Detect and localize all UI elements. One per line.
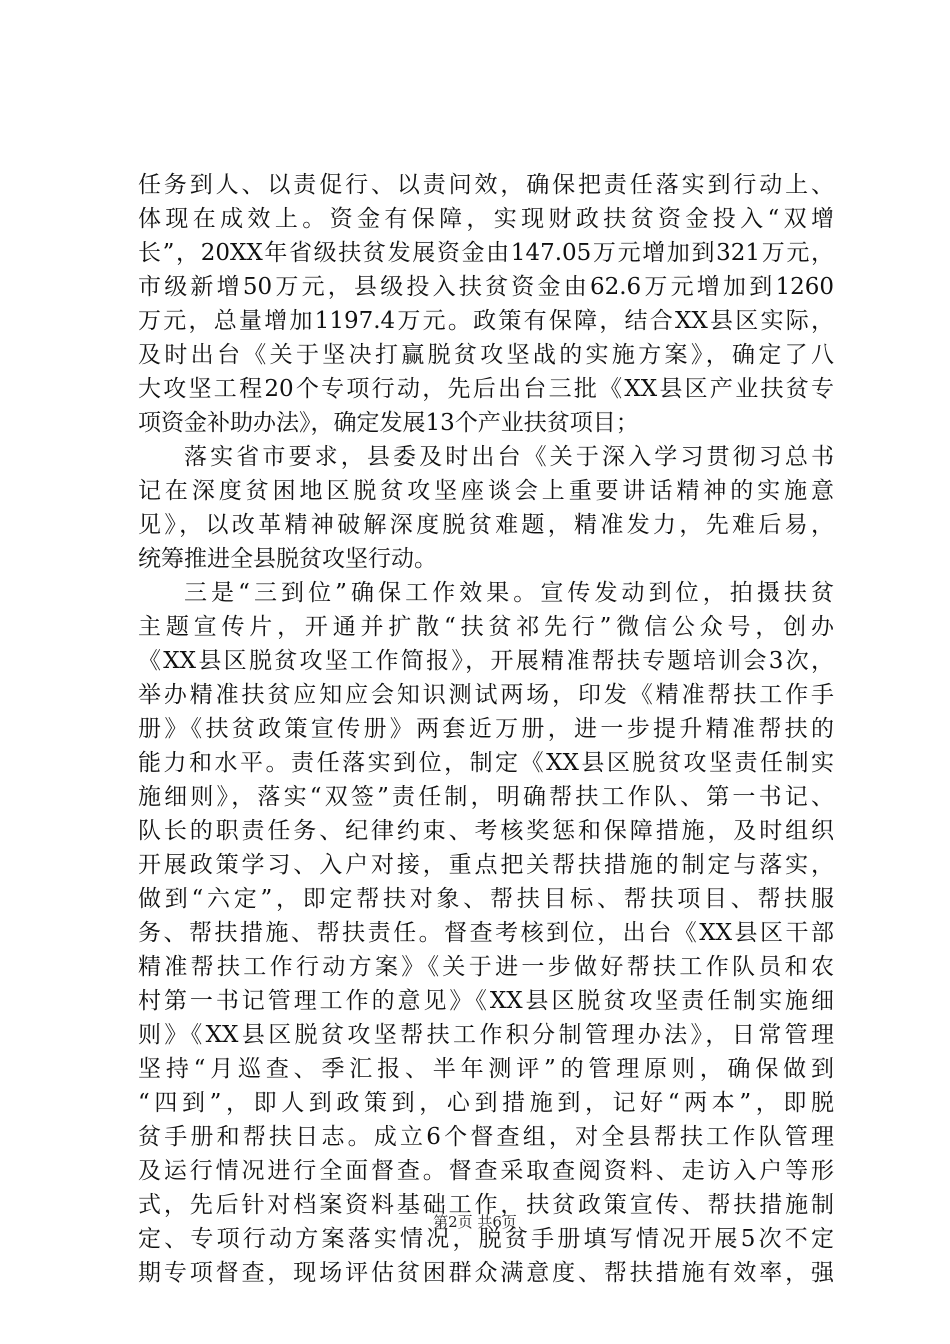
paragraph-line: 精准帮扶工作行动方案》《关于进一步做好帮扶工作队员和农	[138, 954, 834, 980]
paragraph	[138, 440, 834, 576]
paragraph-line: “四到”，即人到政策到，心到措施到，记好“两本”，即脱	[138, 1090, 834, 1116]
document-body	[138, 168, 834, 1290]
paragraph-line: 队长的职责任务、纪律约束、考核奖惩和保障措施，及时组织	[138, 818, 834, 844]
paragraph	[138, 576, 834, 1290]
paragraph-line: 万元，总量增加1197.4万元。政策有保障，结合XX县区实际，	[138, 308, 834, 334]
paragraph-line: 则》《XX县区脱贫攻坚帮扶工作积分制管理办法》，日常管理	[138, 1022, 834, 1048]
paragraph-line: 定、专项行动方案落实情况，脱贫手册填写情况开展5次不定	[138, 1226, 834, 1252]
paragraph-line: 《XX县区脱贫攻坚工作简报》，开展精准帮扶专题培训会3次，	[138, 648, 834, 674]
paragraph-line: 任务到人、以责促行、以责问效，确保把责任落实到行动上、	[138, 172, 834, 198]
paragraph-line: 三是“三到位”确保工作效果。宣传发动到位，拍摄扶贫	[184, 580, 834, 606]
paragraph-line: 举办精准扶贫应知应会知识测试两场，印发《精准帮扶工作手	[138, 682, 834, 708]
paragraph-line: 长”，20XX年省级扶贫发展资金由147.05万元增加到321万元，	[138, 240, 834, 266]
paragraph-line: 及时出台《关于坚决打赢脱贫攻坚战的实施方案》，确定了八	[138, 342, 834, 368]
paragraph-line: 贫手册和帮扶日志。成立6个督查组，对全县帮扶工作队管理	[138, 1124, 834, 1150]
paragraph-line: 及运行情况进行全面督查。督查采取查阅资料、走访入户等形	[138, 1158, 834, 1184]
paragraph-line: 期专项督查，现场评估贫困群众满意度、帮扶措施有效率，强	[138, 1260, 834, 1286]
page-footer: 第2页 共6页	[433, 1213, 517, 1231]
paragraph-line: 统筹推进全县脱贫攻坚行动。	[138, 546, 437, 572]
paragraph	[138, 168, 834, 440]
paragraph-line: 村第一书记管理工作的意见》《XX县区脱贫攻坚责任制实施细	[138, 988, 834, 1014]
paragraph-line: 项资金补助办法》，确定发展13个产业扶贫项目；	[138, 410, 639, 436]
paragraph-line: 施细则》，落实“双签”责任制，明确帮扶工作队、第一书记、	[138, 784, 834, 810]
paragraph-line: 市级新增50万元，县级投入扶贫资金由62.6万元增加到1260	[138, 274, 834, 300]
paragraph-line: 大攻坚工程20个专项行动，先后出台三批《XX县区产业扶贫专	[138, 376, 834, 402]
paragraph-line: 见》，以改革精神破解深度脱贫难题，精准发力，先难后易，	[138, 512, 834, 538]
paragraph-line: 式，先后针对档案资料基础工作，扶贫政策宣传、帮扶措施制	[138, 1192, 834, 1218]
paragraph-line: 册》《扶贫政策宣传册》两套近万册，进一步提升精准帮扶的	[138, 716, 834, 742]
paragraph-line: 开展政策学习、入户对接，重点把关帮扶措施的制定与落实，	[138, 852, 834, 878]
paragraph-line: 做到“六定”，即定帮扶对象、帮扶目标、帮扶项目、帮扶服	[138, 886, 834, 912]
paragraph-line: 能力和水平。责任落实到位，制定《XX县区脱贫攻坚责任制实	[138, 750, 834, 776]
paragraph-line: 务、帮扶措施、帮扶责任。督查考核到位，出台《XX县区干部	[138, 920, 834, 946]
paragraph-line: 落实省市要求，县委及时出台《关于深入学习贯彻习总书	[184, 444, 834, 470]
paragraph-line: 坚持“月巡查、季汇报、半年测评”的管理原则，确保做到	[138, 1056, 834, 1082]
paragraph-line: 主题宣传片，开通并扩散“扶贫祁先行”微信公众号，创办	[138, 614, 834, 640]
paragraph-line: 体现在成效上。资金有保障，实现财政扶贫资金投入“双增	[138, 206, 834, 232]
paragraph-line: 记在深度贫困地区脱贫攻坚座谈会上重要讲话精神的实施意	[138, 478, 834, 504]
